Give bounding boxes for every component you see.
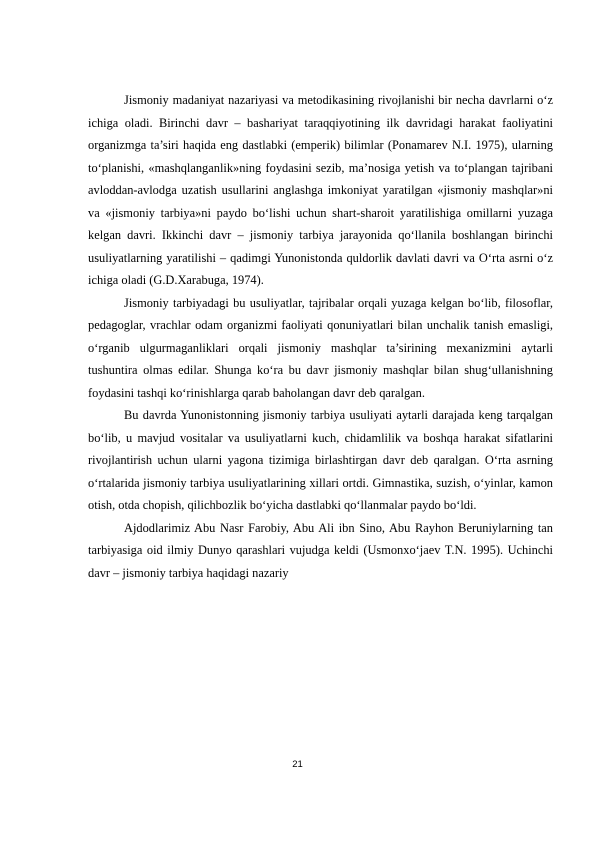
- paragraph-greek-system: Bu davrda Yunonistonning jismoniy tarbiya usuliyati aytarli darajada keng tarqalgan bo‘lib, u mavjud vositalar va usuliyatlarni kuch, chidamlilik va boshqa harakat sifatlarini rivojlantirish uchun ularni yagona tizimiga birlashtirgan davr deb qaralgan. O‘rta asrning o‘rtalarida jismoniy tarbiya usuliyatlarining xillari ortdi. Gimnastika, suzish, o‘yinlar, kamon otish, otda chopish, qilichbozlik bo‘yicha dastlabki qo‘llanmalar paydo bo‘ldi.: [88, 408, 553, 512]
- page-number: 21: [292, 759, 303, 770]
- page-body: [88, 89, 553, 584]
- paragraph-periods-overview: Jismoniy madaniyat nazariyasi va metodikasining rivojlanishi bir necha davrlarni o‘z ichiga oladi. Birinchi davr – bashariyat taraqqiyotining ilk davridagi harakat faoliyatini organizmga ta’siri haqida eng dastlabki (emperik) bilimlar (Ponamarev N.I. 1975), ularning to‘planishi, «mashqlanganlik»ning foydasini sezib, ma’nosiga yetish va to‘plangan tajribani avloddan-avlodga uzatish usullarini anglashga imkoniyat yaratilgan «jismoniy mashqlar»ni va «jismoniy tarbiya»ni paydo bo‘lishi uchun shart-sharoit yaratilishiga omillarni yuzaga kelgan davri. Ikkinchi davr – jismoniy tarbiya jarayonida qo‘llanila boshlangan birinchi usuliyatlarning yaratilishi – qadimgi Yunonistonda quldorlik davlati davri va O‘rta asrni o‘z ichiga oladi (G.D.Xarabuga, 1974).: [88, 93, 553, 287]
- paragraph-ancestors: Ajdodlarimiz Abu Nasr Farobiy, Abu Ali ibn Sino, Abu Rayhon Beruniylarning tan tarbiyasiga oid ilmiy Dunyo qarashlari vujudga keldi (Usmonxo‘jaev T.N. 1995). Uchinchi davr – jismoniy tarbiya haqidagi nazariy: [88, 520, 553, 580]
- paragraph-empirical-methods: Jismoniy tarbiyadagi bu usuliyatlar, tajribalar orqali yuzaga kelgan bo‘lib, filosoflar, pedagoglar, vrachlar odam organizmi faoliyati qonuniyatlari bilan unchalik tanish emasligi, o‘rganib ulgurmaganliklari orqali jismoniy mashqlar ta’sirining mexanizmini aytarli tushuntira olmas edilar. Shunga ko‘ra bu davr jismoniy mashqlar bilan shug‘ullanishning foydasini tashqi ko‘rinishlarga qarab baholangan davr deb qaralgan.: [88, 295, 553, 400]
